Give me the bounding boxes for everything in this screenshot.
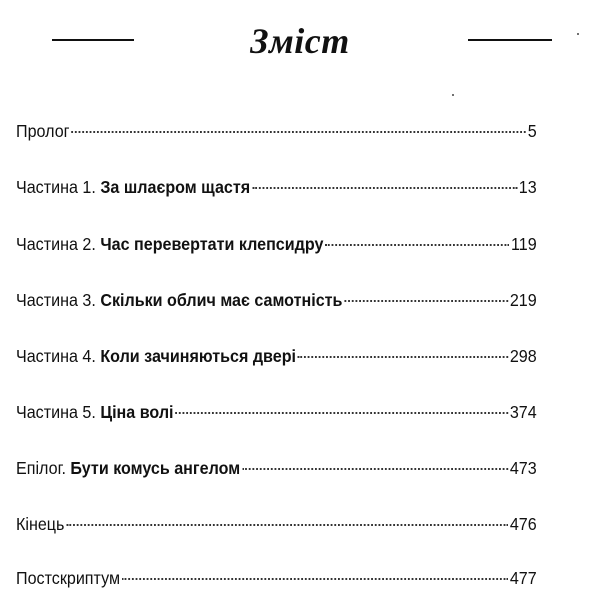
dot-leader — [66, 524, 508, 526]
toc-entry-prefix: Пролог — [16, 121, 70, 141]
toc-entry-title: Коли зачиняються двері — [100, 346, 297, 366]
toc-entry-prefix: Епілог. — [16, 458, 71, 478]
toc-entry — [16, 120, 537, 142]
toc-entry-label — [16, 120, 70, 142]
toc-page-number: 477 — [509, 568, 537, 588]
dot-leader — [175, 412, 508, 414]
toc-page-number: 219 — [509, 290, 537, 310]
toc-entry — [16, 233, 537, 255]
print-speck — [452, 94, 454, 96]
toc-entry-title: Бути комусь ангелом — [70, 458, 241, 478]
toc-entry-label — [16, 233, 323, 255]
toc-entry — [16, 401, 537, 423]
print-speck — [577, 33, 579, 35]
toc-entry — [16, 345, 537, 367]
toc-entry-label — [16, 567, 120, 589]
page-title: Зміст — [250, 21, 350, 61]
dot-leader — [122, 578, 508, 580]
toc-entry — [16, 289, 537, 311]
toc-entry-title: За шлаєром щастя — [100, 177, 251, 197]
toc-entry-prefix: Частина 5. — [16, 402, 101, 422]
toc-page-number: 13 — [518, 177, 537, 197]
toc-entry — [16, 457, 537, 479]
dot-leader — [344, 300, 508, 302]
toc-entry — [16, 176, 537, 198]
toc-entry-label — [16, 345, 296, 367]
toc-entry-label — [16, 513, 64, 535]
toc-entry-prefix: Частина 3. — [16, 290, 101, 310]
toc-page-number: 119 — [511, 234, 537, 254]
toc-entry-prefix: Кінець — [16, 514, 65, 534]
toc-entry-title: Час перевертати клепсидру — [100, 234, 324, 254]
dot-leader — [325, 244, 509, 246]
dot-leader — [298, 356, 508, 358]
toc-entry-prefix: Частина 2. — [16, 234, 101, 254]
toc-entry — [16, 513, 537, 535]
toc-entry-label — [16, 176, 250, 198]
toc-page-number: 374 — [509, 402, 537, 422]
toc-page-number: 5 — [527, 121, 537, 141]
toc-page-number: 476 — [509, 514, 537, 534]
toc-entry — [16, 567, 537, 589]
toc-page-number: 298 — [509, 346, 537, 366]
dot-leader — [252, 187, 517, 189]
toc-entry-prefix: Постскриптум — [16, 568, 121, 588]
toc-entry-title: Ціна волі — [100, 402, 174, 422]
toc-entry-prefix: Частина 1. — [16, 177, 101, 197]
toc-entry-label — [16, 457, 240, 479]
toc-entry-label — [16, 401, 174, 423]
header-rule-right — [468, 39, 552, 41]
toc-entry-prefix: Частина 4. — [16, 346, 101, 366]
dot-leader — [71, 131, 526, 133]
dot-leader — [242, 468, 508, 470]
contents-header — [0, 14, 600, 64]
toc-entry-title: Скільки облич має самотність — [100, 290, 343, 310]
toc-entry-label — [16, 289, 342, 311]
toc-page-number: 473 — [509, 458, 537, 478]
